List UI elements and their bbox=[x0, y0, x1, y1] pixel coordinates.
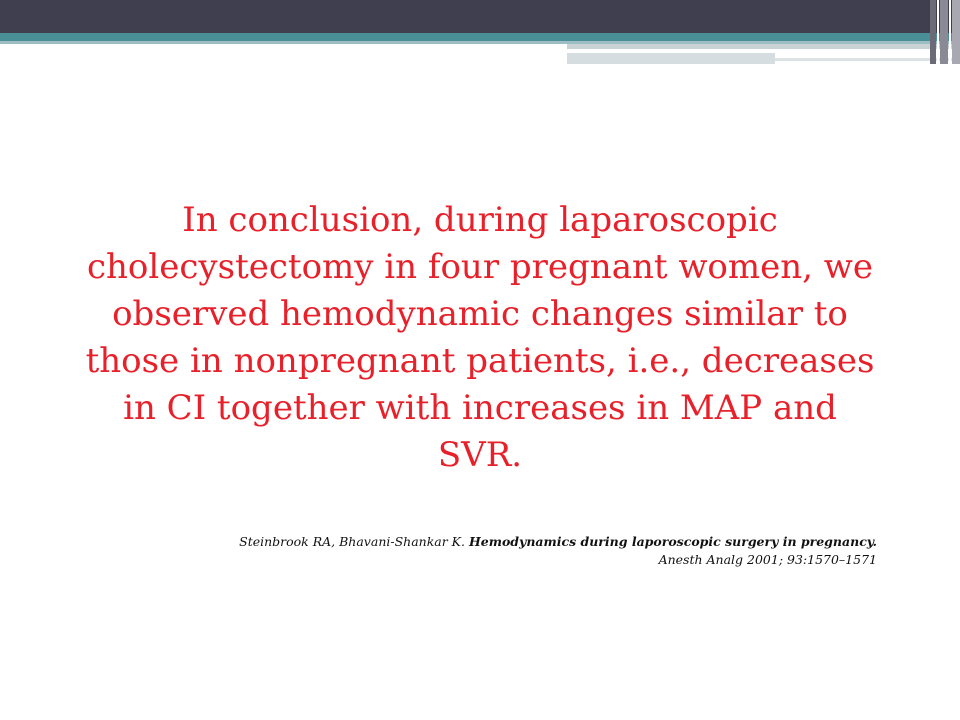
citation-source: Anesth Analg 2001; 93:1570–1571 bbox=[658, 552, 877, 567]
citation-authors: Steinbrook RA, Bhavani-Shankar K. bbox=[239, 534, 469, 549]
header-white-line bbox=[567, 49, 887, 51]
conclusion-text: In conclusion, during laparoscopic cholecystectomy in four pregnant women, we observed hemodynamic changes similar to those in nonpregnant patients, i.e., decreases in CI together with increases in MAP and SVR. bbox=[85, 200, 875, 475]
edge-stripe bbox=[952, 0, 960, 64]
header-bar bbox=[0, 0, 960, 33]
edge-stripe bbox=[937, 0, 939, 64]
header-accent-stripe bbox=[0, 33, 960, 41]
edge-stripe bbox=[949, 0, 951, 64]
citation bbox=[200, 533, 877, 569]
header-grey-block bbox=[567, 53, 775, 64]
edge-stripe bbox=[930, 0, 936, 64]
citation-title: Hemodynamics during laporoscopic surgery in pregnancy. bbox=[468, 534, 877, 549]
edge-stripe bbox=[940, 0, 948, 64]
